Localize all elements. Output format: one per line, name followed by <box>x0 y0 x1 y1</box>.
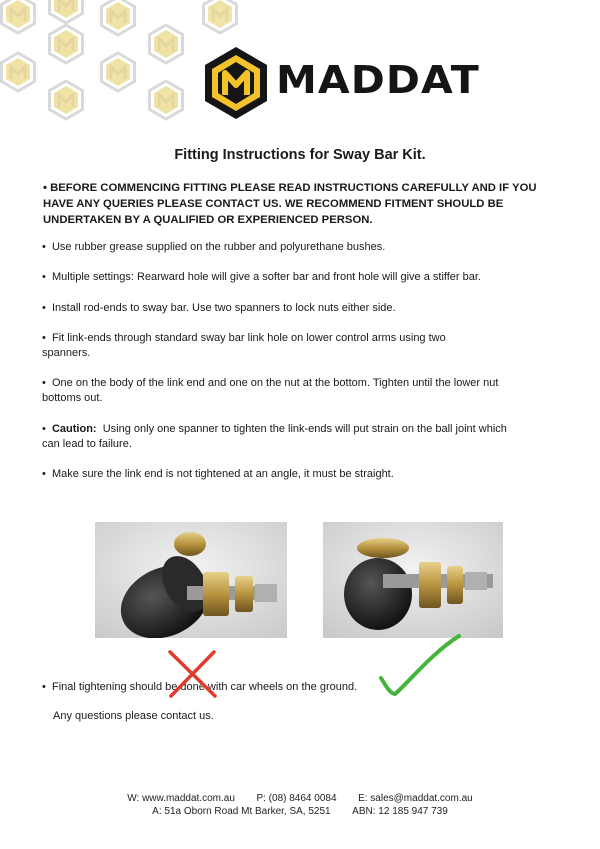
bullet: • <box>42 423 46 435</box>
page-title: Fitting Instructions for Sway Bar Kit. <box>174 147 426 163</box>
instruction-text: Final tightening should be done with car wheels on the ground. <box>51 681 358 693</box>
footer-address: A: 51a Oborn Road Mt Barker, SA, 5251 <box>152 806 331 817</box>
bullet: • <box>42 302 46 314</box>
instruction-text: One on the body of the link end and one on the nut at the bottom. Tighten until the lower nut bottoms out. <box>42 377 499 404</box>
instruction-text: Multiple settings: Rearward hole will give a softer bar and front hole will give a stiffer bar. <box>51 271 481 283</box>
instruction-1 <box>42 240 562 255</box>
instruction-7 <box>42 467 562 482</box>
instruction-8 <box>42 680 562 695</box>
instruction-text: Make sure the link end is not tightened at an angle, it must be straight. <box>51 468 394 480</box>
bullet: • <box>42 377 46 389</box>
link-end-photo-incorrect <box>95 522 287 638</box>
bullet: • <box>42 468 46 480</box>
link-end-photo-correct <box>323 522 503 638</box>
footer-phone: P: (08) 8464 0084 <box>256 793 337 804</box>
footer-web: W: www.maddat.com.au <box>127 793 235 804</box>
instruction-text: Using only one spanner to tighten the link-ends will put strain on the ball joint which can lead to failure. <box>42 423 507 450</box>
bullet: • <box>42 681 46 693</box>
warning-notice: • BEFORE COMMENCING FITTING PLEASE READ INSTRUCTIONS CAREFULLY AND IF YOU HAVE ANY QUERIES PLEASE CONTACT US. WE RECOMMEND FITMENT SHOULD BE UNDERTAKEN BY A QUALIFIED OR EXPERIENCED PERSON. <box>43 182 537 226</box>
footer-line-1 <box>0 793 600 804</box>
footer-email: E: sales@maddat.com.au <box>358 793 473 804</box>
cross-icon <box>165 648 220 700</box>
instruction-5 <box>42 376 522 406</box>
bullet: • <box>42 332 46 344</box>
instruction-text: Install rod-ends to sway bar. Use two spanners to lock nuts either side. <box>51 302 396 314</box>
footer-abn: ABN: 12 185 947 739 <box>352 806 448 817</box>
instruction-4 <box>42 331 472 361</box>
check-icon <box>375 630 465 698</box>
footer-line-2 <box>0 806 600 817</box>
instruction-text: Fit link-ends through standard sway bar link hole on lower control arms using two spanners. <box>42 332 446 359</box>
instruction-3 <box>42 301 562 316</box>
bullet: • <box>42 241 46 253</box>
instruction-2 <box>42 270 562 285</box>
brand-name: MADDAT <box>276 58 480 102</box>
caution-label: Caution: <box>51 423 97 435</box>
bullet: • <box>42 271 46 283</box>
closing-note: Any questions please contact us. <box>53 710 214 722</box>
instruction-text: Use rubber grease supplied on the rubber and polyurethane bushes. <box>51 241 386 253</box>
instruction-caution <box>42 422 512 452</box>
